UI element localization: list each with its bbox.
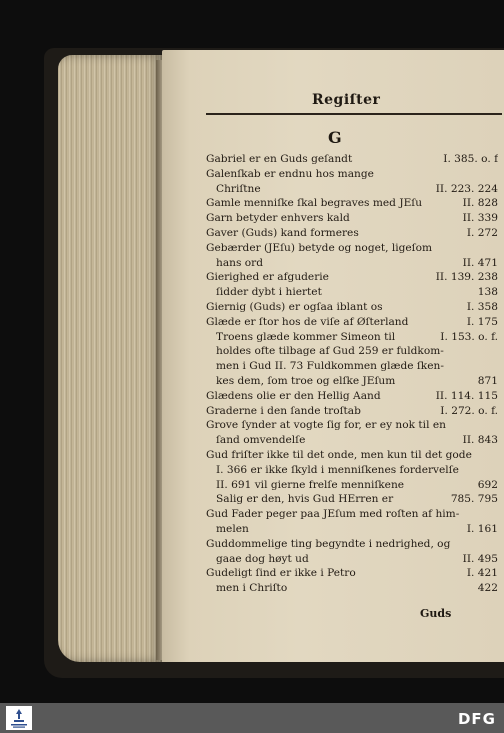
index-entry bbox=[206, 360, 498, 373]
entry-text: I. 366 er ikke ſkyld i menniſkenes fordervelſe bbox=[216, 463, 459, 476]
entry-text: gaae dog høyt ud bbox=[216, 552, 309, 565]
index-entry bbox=[206, 434, 498, 447]
entry-text: Grove ſynder at vogte ſig for, er ey nok til en bbox=[206, 419, 446, 432]
index-entry bbox=[206, 493, 498, 506]
index-entry bbox=[206, 242, 498, 255]
entry-reference: I. 272. o. f. bbox=[440, 404, 498, 417]
entry-text: Gabriel er en Guds geſandt bbox=[206, 153, 353, 165]
index-entry bbox=[206, 449, 498, 462]
entry-reference: II. 223. 224 bbox=[435, 182, 498, 195]
entry-reference: I. 161 bbox=[466, 523, 498, 535]
entry-text: kes dem, ſom troe og elſke JEſum bbox=[216, 375, 396, 387]
entry-reference: I. 358 bbox=[466, 301, 498, 313]
entry-text: Gebærder (JEſu) betyde og noget, ligeſom bbox=[206, 241, 433, 254]
entry-reference: II. 843 bbox=[462, 434, 498, 447]
entry-text: hans ord bbox=[216, 256, 263, 269]
entry-text: Gud friſter ikke til det onde, men kun til det gode bbox=[206, 449, 472, 461]
index-entry bbox=[206, 301, 498, 314]
entry-text: Galenſkab er endnu hos mange bbox=[206, 167, 374, 180]
index-entry bbox=[206, 168, 498, 181]
entry-text: Graderne i den ſande troſtab bbox=[206, 404, 361, 417]
book-page bbox=[162, 50, 504, 662]
entry-reference: II. 139. 238 bbox=[435, 271, 498, 284]
entry-text: Gierighed er afguderie bbox=[206, 271, 329, 284]
index-entry bbox=[206, 419, 498, 432]
entry-reference: I. 421 bbox=[466, 567, 498, 580]
entry-text: Glæde er ſtor hos de viſe af Øſterland bbox=[206, 315, 409, 328]
entry-reference: 871 bbox=[477, 375, 498, 387]
entry-reference: I. 153. o. f. bbox=[440, 330, 498, 343]
entry-text: Troens glæde kommer Simeon til bbox=[216, 330, 396, 343]
entry-text: men i Gud II. 73 Fuldkommen glæde ſken- bbox=[216, 360, 444, 373]
index-entry bbox=[206, 153, 498, 166]
entry-text: Gamle menniſke ſkal begraves med JEſu bbox=[206, 197, 423, 210]
entry-text: Salig er den, hvis Gud HErren er bbox=[216, 493, 394, 506]
entry-text: Giernig (Guds) er ogſaa iblant os bbox=[206, 301, 383, 313]
entry-reference: 785. 795 bbox=[450, 493, 498, 506]
index-entry bbox=[206, 331, 498, 344]
index-entry bbox=[206, 183, 498, 196]
index-entry bbox=[206, 582, 498, 595]
entry-text: holdes ofte tilbage af Gud 259 er fuldkom- bbox=[216, 345, 444, 358]
section-letter: G bbox=[328, 128, 342, 147]
library-logo-icon[interactable] bbox=[6, 706, 32, 730]
head-rule bbox=[206, 113, 502, 115]
index-entry bbox=[206, 375, 498, 388]
entry-reference: I. 385. o. f bbox=[443, 153, 498, 165]
index-entry bbox=[206, 538, 498, 551]
viewer-footer bbox=[0, 703, 504, 733]
entry-reference: I. 175 bbox=[466, 315, 498, 328]
entry-text: Gud Fader peger paa JEſum med roſten af him- bbox=[206, 508, 460, 521]
entry-reference: 138 bbox=[477, 286, 498, 299]
dfg-label: DFG bbox=[457, 710, 496, 728]
page-content bbox=[162, 50, 504, 662]
entry-text: Gaver (Guds) kand formeres bbox=[206, 227, 359, 239]
index-entry bbox=[206, 316, 498, 329]
index-entry bbox=[206, 286, 498, 299]
index-entry bbox=[206, 227, 498, 240]
entry-text: Chriſtne bbox=[216, 182, 261, 195]
index-entry bbox=[206, 390, 498, 403]
entry-text: II. 691 vil gierne frelſe menniſkene bbox=[216, 478, 405, 491]
entry-text: melen bbox=[216, 523, 249, 535]
entry-reference: II. 495 bbox=[462, 552, 498, 565]
catchword: Guds bbox=[420, 607, 452, 620]
entry-reference: I. 272 bbox=[466, 227, 498, 239]
running-head: Regiſter bbox=[312, 92, 381, 108]
entry-text: men i Chriſto bbox=[216, 582, 288, 595]
index-entry bbox=[206, 197, 498, 210]
page-edges bbox=[58, 55, 162, 662]
index-entry bbox=[206, 464, 498, 477]
entry-reference: 692 bbox=[477, 478, 498, 491]
index-entry bbox=[206, 508, 498, 521]
index-entry bbox=[206, 523, 498, 536]
entry-text: ſand omvendelſe bbox=[216, 434, 306, 447]
index-entry bbox=[206, 345, 498, 358]
entry-reference: 422 bbox=[477, 582, 498, 595]
entry-text: ſidder dybt i hiertet bbox=[216, 286, 322, 299]
entry-reference: II. 471 bbox=[462, 256, 498, 269]
entry-text: Gudeligt ſind er ikke i Petro bbox=[206, 567, 356, 580]
index-entry bbox=[206, 212, 498, 225]
entry-reference: II. 339 bbox=[462, 212, 498, 225]
index-entry bbox=[206, 405, 498, 418]
index-entry bbox=[206, 479, 498, 492]
index-entry bbox=[206, 553, 498, 566]
entry-reference: II. 114. 115 bbox=[435, 389, 498, 402]
entry-reference: II. 828 bbox=[462, 197, 498, 210]
entry-text: Guddommelige ting begyndte i nedrighed, og bbox=[206, 537, 451, 550]
entry-text: Glædens olie er den Hellig Aand bbox=[206, 389, 381, 402]
index-entry bbox=[206, 271, 498, 284]
entry-text: Garn betyder enhvers kald bbox=[206, 212, 350, 225]
index-entry bbox=[206, 567, 498, 580]
index-entry bbox=[206, 257, 498, 270]
